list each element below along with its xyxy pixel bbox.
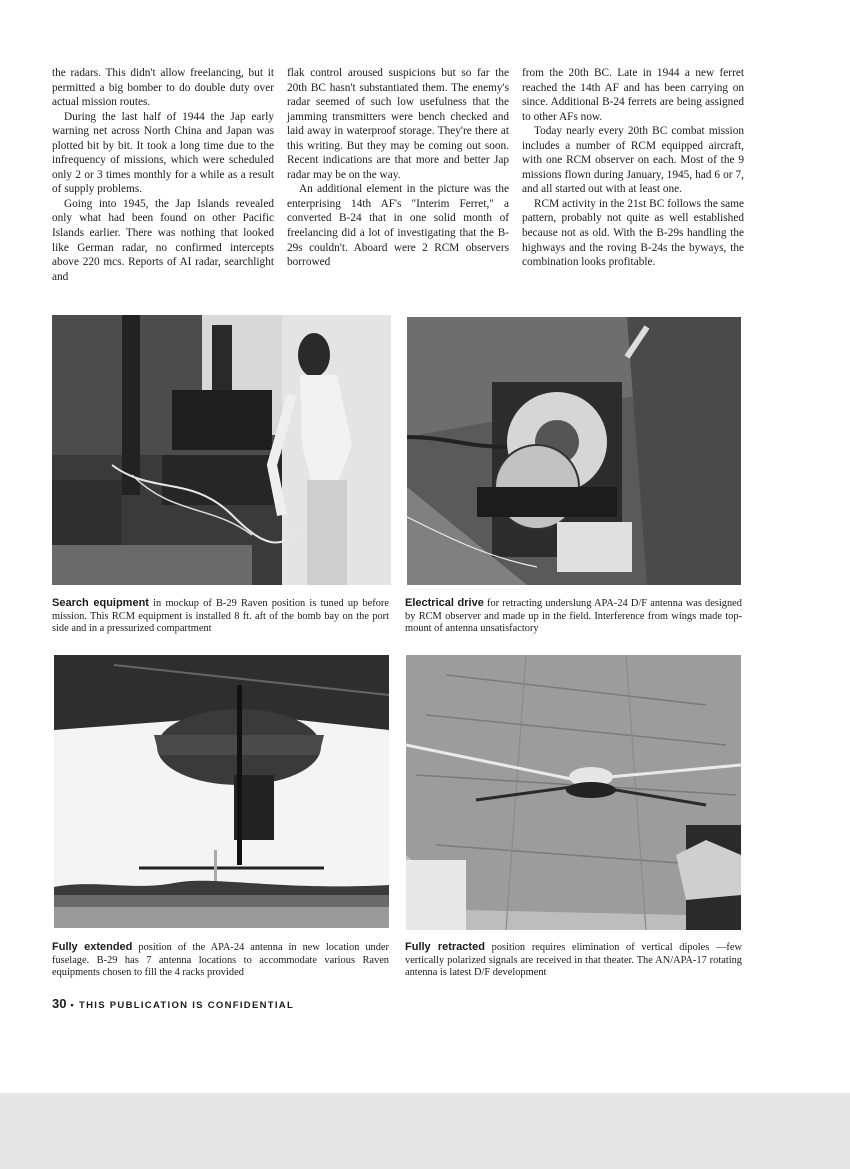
- caption-fully-retracted-lead: Fully retracted: [405, 941, 485, 953]
- col1-paragraph-2: During the last half of 1944 the Jap early warning net across North China and Japan was plotted bit by bit. It took a long time due to the infrequency of missions, which were scheduled only 2 or 3 times monthly for a while as a result of supply problems.: [52, 110, 274, 196]
- caption-search-equipment-text: in mockup of B-29 Raven position is tuned up before mission. This RCM equipment is installed 8 ft. aft of the bomb bay on the port side and in a pressurized compartment: [52, 598, 389, 635]
- col1-paragraph-3: Going into 1945, the Jap Islands revealed only what had been found on other Pacific Islands earlier. There was nothing that looked like German radar, no confirmed intercepts above 220 mcs. Reports of AI radar, searchlight and: [52, 197, 274, 283]
- caption-fully-extended-lead: Fully extended: [52, 941, 133, 953]
- caption-electrical-drive-lead: Electrical drive: [405, 597, 484, 609]
- col3-paragraph-3: RCM activity in the 21st BC follows the same pattern, probably not quite as well established because not as old. With the B-29s handling the highways and the roving B-24s the byways, the combination looks profitable.: [522, 197, 744, 269]
- col1-paragraph-1: the radars. This didn't allow freelancing, but it permitted a big bomber to do double duty over actual mission routes.: [52, 67, 274, 109]
- article-column-1: [52, 66, 274, 284]
- photo-fully-extended: [54, 655, 389, 928]
- caption-fully-extended: [52, 941, 389, 980]
- article-column-2: [287, 66, 509, 270]
- footer-bullet: •: [70, 1000, 76, 1011]
- page-footer: [52, 996, 294, 1011]
- caption-fully-retracted: [405, 941, 742, 980]
- caption-fully-extended-text: position of the APA-24 antenna in new location under fuselage. B-29 has 7 antenna locations to accommodate various Raven equipments chosen to fill the 4 racks provided: [52, 942, 389, 979]
- col3-paragraph-2: Today nearly every 20th BC combat mission includes a number of RCM equipped aircraft, with one RCM observer on each. Most of the 9 missions flown during January, 1945, had 6 or 7, and all started out with at least one.: [522, 125, 744, 196]
- caption-electrical-drive: [405, 597, 742, 636]
- photo-fully-retracted: [406, 655, 741, 930]
- scanner-bed-margin: [0, 1093, 850, 1169]
- photo-search-equipment: [52, 315, 391, 585]
- caption-electrical-drive-text: for retracting underslung APA-24 D/F antenna was designed by RCM observer and made up in the field. Interference from wings made top-mount of antenna unsatisfactory: [405, 598, 742, 635]
- article-column-3: [522, 66, 744, 270]
- caption-search-equipment-lead: Search equipment: [52, 597, 149, 609]
- page-number: 30: [52, 996, 67, 1011]
- col2-paragraph-1: flak control aroused suspicions but so far the 20th BC hasn't substantiated them. The enemy's radar seemed of such low usefulness that the jamming transmitters were bench checked and laid away in waterproof storage. They're there at this writing. But they may be coming out soon. Recent indications are that more and better Jap radar may be on the way.: [287, 67, 509, 181]
- photo-electrical-drive: [407, 317, 741, 585]
- col3-paragraph-1: from the 20th BC. Late in 1944 a new ferret reached the 14th AF and has been carrying on since. Additional B-24 ferrets are being assigned to other AFs now.: [522, 67, 744, 123]
- col2-paragraph-2: An additional element in the picture was the enterprising 14th AF's "Interim Ferret," a converted B-24 that in one solid month of freelancing did a lot of investigating that the B-29s couldn't. Aboard were 2 RCM observers borrowed: [287, 183, 509, 269]
- caption-fully-retracted-text: position requires elimination of vertical dipoles —few vertically polarized signals are received in that theater. The AN/APA-17 rotating antenna is latest D/F development: [405, 942, 742, 979]
- confidential-notice: THIS PUBLICATION IS CONFIDENTIAL: [79, 1000, 295, 1011]
- caption-search-equipment: [52, 597, 389, 636]
